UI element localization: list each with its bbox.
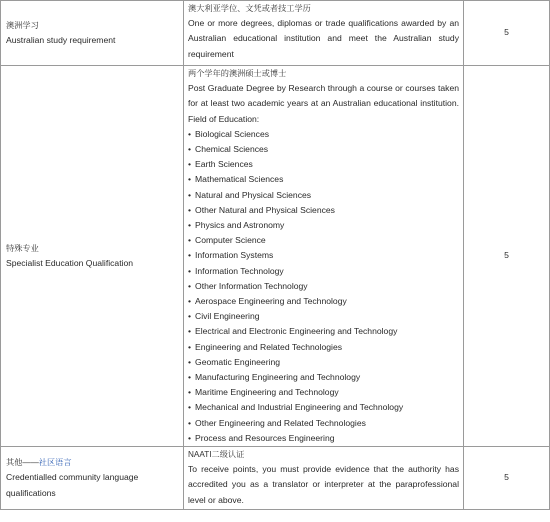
- description-zh: NAATI二级认证: [188, 450, 245, 460]
- list-item: • Other Natural and Physical Sciences: [188, 203, 459, 218]
- list-item: • Natural and Physical Sciences: [188, 188, 459, 203]
- list-item: • Earth Sciences: [188, 157, 459, 172]
- list-item: • Information Technology: [188, 264, 459, 279]
- list-item: • Geomatic Engineering: [188, 355, 459, 370]
- list-item: • Physics and Astronomy: [188, 218, 459, 233]
- description-cell: [184, 447, 464, 510]
- list-item: • Biological Sciences: [188, 127, 459, 142]
- description-en: To receive points, you must provide evidence that the authority has accredited you as a translator or interpreter at the paraprofessional level or above.: [188, 464, 459, 505]
- list-item: • Mechanical and Industrial Engineering and Technology: [188, 400, 459, 415]
- category-cell: [1, 447, 184, 510]
- list-item: • Manufacturing Engineering and Technology: [188, 370, 459, 385]
- list-item: • Information Systems: [188, 248, 459, 263]
- list-item: • Civil Engineering: [188, 309, 459, 324]
- category-cell: [1, 66, 184, 447]
- description-en: One or more degrees, diplomas or trade qualifications awarded by an Australian educational institution and meet the Australian study requirement: [188, 18, 459, 59]
- points-cell: 5: [464, 1, 550, 66]
- list-item: • Maritime Engineering and Technology: [188, 385, 459, 400]
- category-en: Credentialled community language qualifications: [6, 472, 139, 498]
- community-language-link[interactable]: 社区语言: [38, 458, 72, 468]
- field-of-education-list: [188, 127, 459, 446]
- points-cell: 5: [464, 66, 550, 447]
- list-item: • Mathematical Sciences: [188, 172, 459, 187]
- list-item: • Other Engineering and Related Technologies: [188, 416, 459, 431]
- table-row: [1, 1, 550, 66]
- list-item: • Chemical Sciences: [188, 142, 459, 157]
- list-item: • Other Information Technology: [188, 279, 459, 294]
- description-cell: [184, 1, 464, 66]
- list-item: • Electrical and Electronic Engineering and Technology: [188, 324, 459, 339]
- description-cell: [184, 66, 464, 447]
- description-zh: 澳大利亚学位、文凭或者技工学历: [188, 4, 311, 13]
- description-en: Post Graduate Degree by Research through a course or courses taken for at least two academic years at an Australian educational institution. Field of Education:: [188, 83, 459, 124]
- table-row: [1, 447, 550, 510]
- table-row: [1, 66, 550, 447]
- category-zh-prefix: 其他——: [6, 458, 39, 468]
- points-cell: 5: [464, 447, 550, 510]
- category-zh: 澳洲学习: [6, 20, 39, 30]
- list-item: • Engineering and Related Technologies: [188, 340, 459, 355]
- category-zh: [6, 455, 179, 470]
- category-en: Specialist Education Qualification: [6, 258, 134, 269]
- list-item: • Process and Resources Engineering: [188, 431, 459, 446]
- description-zh: 两个学年的澳洲硕士或博士: [188, 69, 287, 78]
- list-item: • Computer Science: [188, 233, 459, 248]
- list-item: • Aerospace Engineering and Technology: [188, 294, 459, 309]
- category-cell: [1, 1, 184, 66]
- category-en: Australian study requirement: [6, 35, 116, 45]
- category-zh: 特殊专业: [6, 243, 39, 253]
